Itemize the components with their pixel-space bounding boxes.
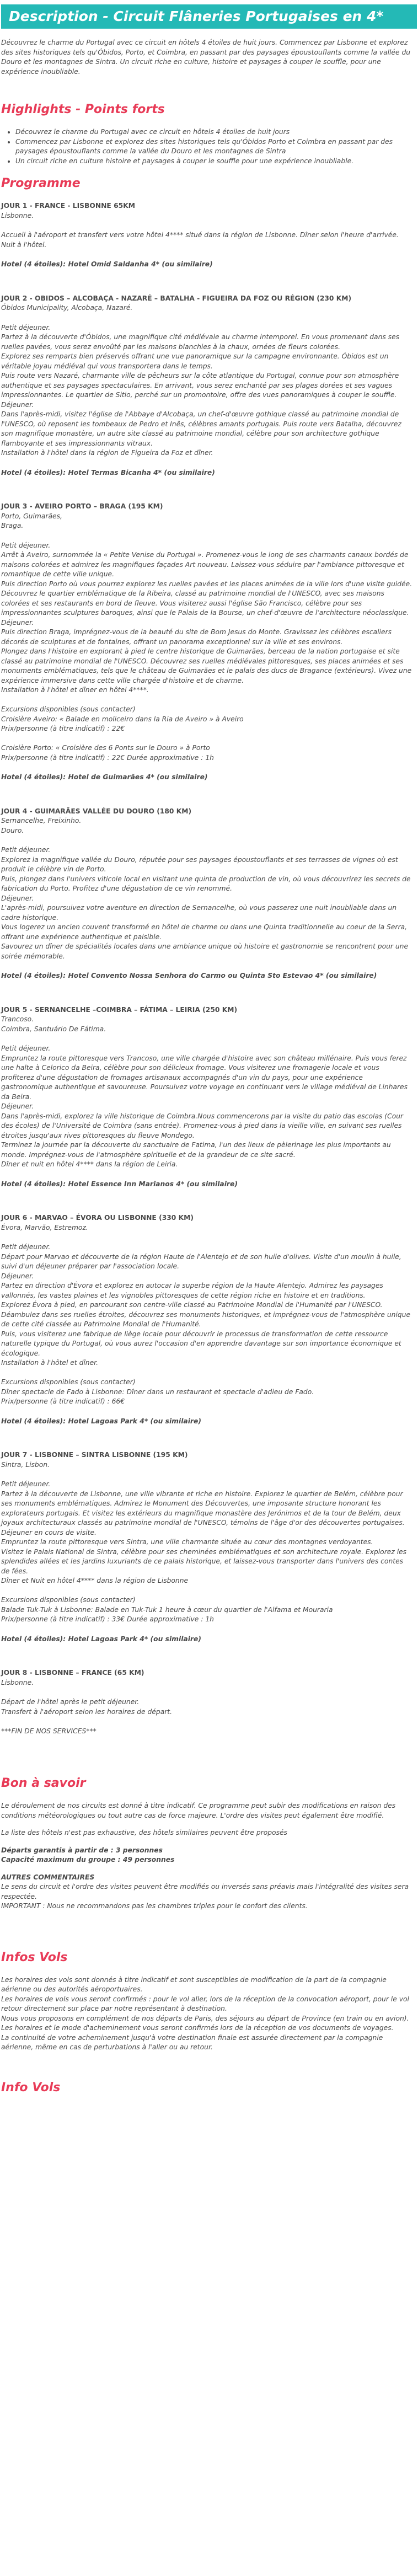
page-banner: Description - Circuit Flâneries Portugaises en 4* bbox=[1, 4, 417, 29]
day-title: JOUR 7 - LISBONNE – SINTRA LISBONNE (195 KM) bbox=[1, 1451, 188, 1459]
day-hotel: Hotel (4 étoiles): Hotel Omid Saldanha 4* (ou similaire) bbox=[1, 260, 213, 268]
day-description: Petit déjeuner. Départ pour Marvao et découverte de la région Haute de l'Alentejo et de son huile d'olives. Visite d'un moulin à huile, suivi d'un déjeuner préparer par l'association locale. Déjeuner. Partez en direction d'Évora et explorez en autocar la superbe région de la Haute Alentejo. Admirez les paysages vallonnés, les vastes plaines et les vignobles pittoresques de cette région riche en histoire et en traditions. Explorez Évora à pied, en parcourant son centre-ville classé au Patrimoine Mondial de l'Humanité par l'UNESCO. Déambulez dans ses ruelles étroites, découvrez ses monuments historiques, et imprégnez-vous de l'atmosphère unique de cette cité classée au Patrimoine Mondial de l'Humanité. Puis, vous visiterez une fabrique de liège locale pour découvrir le processus de transformation de cette ressource naturelle typique du Portugal, où vous aurez l'occasion d'en apprendre davantage sur son importance économique et écologique. Installation à l'hôtel et dîner. Excursions disponibles (sous contacter) Dîner spectacle de Fado à Lisbonne: Dîner dans un restaurant et spectacle d'adieu de Fado. Prix/personne (à titre indicatif) : 66€ bbox=[1, 1243, 411, 1405]
capacite-maximum: Capacité maximum du groupe : 49 personnes bbox=[1, 1856, 175, 1863]
day-title: JOUR 5 - SERNANCELHE –COIMBRA – FÁTIMA – LEIRIA (250 KM) bbox=[1, 1005, 238, 1014]
day-cities: Lisbonne. bbox=[1, 211, 34, 219]
day-hotel: Hotel (4 étoiles): Hotel Lagoas Park 4* (ou similaire) bbox=[1, 1417, 201, 1425]
bon-a-savoir-p1: Le déroulement de nos circuits est donné à titre indicatif. Ce programme peut subir des modifications en raison des conditions météorologiques ou tout autre cas de force majeure. L'ordre des visites peut également être modifié. bbox=[1, 1802, 396, 1819]
day-title: JOUR 6 - MARVAO – ÉVORA OU LISBONNE (330 KM) bbox=[1, 1214, 194, 1222]
day-description: Petit déjeuner. Empruntez la route pittoresque vers Trancoso, une ville chargée d'histoire avec son château millénaire. Puis vous ferez une halte à Celorico da Beira, célèbre pour son délicieux fromage. Vous visiterez une fromagerie locale et vous profiterez d'une dégustation de fromages artisanaux accompagnés d'un vin du pays, pour une expérience gastronomique authentique et savoureuse. Poursuivez votre voyage en continuant vers le village médiéval de Linhares da Beira. Déjeuner. Dans l'après-midi, explorez la ville historique de Coimbra.Nous commencerons par la visite du patio das escolas (Cour des écoles) de l'Université de Coimbra (sans entrée). Promenez-vous à pied dans la vieille ville, en suivant ses ruelles étroites jusqu'aux rives pittoresques du fleuve Mondego. Terminez la journée par la découverte du sanctuaire de Fatima, l'un des lieux de pèlerinage les plus importants au monde. Imprégnez-vous de l'atmosphère spirituelle et de la grandeur de ce site sacré. Dîner et nuit en hôtel 4**** dans la région de Leiria. bbox=[1, 1045, 408, 1168]
day-description: Petit déjeuner. Partez à la découverte d'Óbidos, une magnifique cité médiévale au charme intemporel. En vous promenant dans ses ruelles pavées, vous serez envoûté par les maisons blanchies à la chaux, ornées de fleurs colorées. Explorez ses remparts bien préservés offrant une vue panoramique sur la campagne environnante. Óbidos est un véritable joyau médiéval qui vous transportera dans le temps. Puis route vers Nazaré, charmante ville de pêcheurs sur la côte atlantique du Portugal, connue pour son atmosphère authentique et ses paysages spectaculaires. En arrivant, vous serez enchanté par ses plages dorées et ses vagues impressionnantes. Le quartier de Sitio, perché sur un promontoire, offre des vues panoramiques à couper le souffle. Déjeuner. Dans l'après-midi, visitez l'église de l'Abbaye d'Alcobaça, un chef-d'œuvre gothique classé au patrimoine mondial de l'UNESCO, où reposent les tombeaux de Pedro et Inês, célèbres amants portugais. Puis route vers Batalha, découvrez son magnifique monastère, un autre site classé au patrimoine mondial, célèbre pour son architecture gothique flamboyante et ses impressionnants vitraux. Installation à l'hôtel dans la région de Figueira da Foz et dîner. bbox=[1, 323, 401, 457]
infos-vols-line: Les horaires des vols sont donnés à titre indicatif et sont susceptibles de modification de la part de la compagnie aérienne ou des autorités aéroportuaires. bbox=[1, 1975, 387, 1993]
day-cities: Porto, Guimarães, Braga. bbox=[1, 512, 62, 529]
day-description: Petit déjeuner. Explorez la magnifique vallée du Douro, réputée pour ses paysages époustouflants et ses terrasses de vignes où est produit le célèbre vin de Porto. Puis, plongez dans l'univers viticole local en visitant une quinta de production de vin, où vous découvrirez les secrets de fabrication du Porto. Profitez d'une dégustation de ce vin renommé. Déjeuner. L'après-midi, poursuivez votre aventure en direction de Sernancelhe, où vous passerez une nuit inoubliable dans un cadre historique. Vous logerez un ancien couvent transformé en hôtel de charme ou dans une Quinta traditionnelle au coeur de la Serra, offrant une expérience authentique et paisible. Savourez un dîner de spécialités locales dans une ambiance unique où histoire et gastronomie se rencontrent pour une soirée mémorable. bbox=[1, 846, 411, 960]
day-hotel: Hotel (4 étoiles): Hotel de Guimarães 4* (ou similaire) bbox=[1, 773, 208, 781]
day-block bbox=[1, 502, 412, 807]
day-hotel: Hotel (4 étoiles): Hotel Convento Nossa Senhora do Carmo ou Quinta Sto Estevao 4* (ou similaire) bbox=[1, 972, 377, 979]
day-block bbox=[1, 201, 412, 294]
day-description: Petit déjeuner. Arrêt à Aveiro, surnommée la « Petite Venise du Portugal ». Promenez-vous le long de ses charmants canaux bordés de maisons colorées et admirez les magnifiques façades Art nouveau. Laissez-vous séduire par l'ambiance pittoresque et romantique de cette ville unique. Puis direction Porto où vous pourrez explorez les ruelles pavées et les places animées de la ville lors d'une visite guidée. Découvrez le quartier emblématique de la Ribeira, classé au patrimoine mondial de l'UNESCO, avec ses maisons colorées et ses restaurants en bord de fleuve. Vous visiterez aussi l'église São Francisco, célèbre pour ses impressionnantes sculptures baroques, ainsi que le Palais de la Bourse, un chef-d'œuvre de l'architecture néoclassique. Déjeuner. Puis direction Braga, imprégnez-vous de la beauté du site de Bom Jesus do Monte. Gravissez les célèbres escaliers décorés de sculptures et de fontaines, offrant un panorama exceptionnel sur la ville et ses environs. Plongez dans l'histoire en explorant à pied le centre historique de Guimarães, berceau de la nation portugaise et site classé au patrimoine mondial de l'UNESCO. Découvrez ses ruelles médiévales pittoresques, ses places animées et ses monuments emblématiques, tels que le château de Guimarães et le palais des ducs de Bragance (extérieurs). Vivez une expérience immersive dans cette ville chargée d'histoire et de charme. Installation à l'hôtel et dîner en hôtel 4****. Excursions disponibles (sous contacter) Croisière Aveiro: « Balade en moliceiro dans la Ria de Aveiro » à Aveiro Prix/personne (à titre indicatif) : 22€ Croisière Porto: « Croisière des 6 Ponts sur le Douro » à Porto Prix/personne (à titre indicatif) : 22€ Durée approximative : 1h bbox=[1, 541, 412, 762]
day-block bbox=[1, 1213, 412, 1450]
day-block bbox=[1, 1450, 412, 1668]
day-description: Départ de l'hôtel après le petit déjeuner. Transfert à l'aéroport selon les horaires de départ. ***FIN DE NOS SERVICES*** bbox=[1, 1698, 173, 1735]
bon-a-savoir-section bbox=[1, 1801, 412, 1911]
day-cities: Lisbonne. bbox=[1, 1678, 34, 1686]
day-block bbox=[1, 1005, 412, 1214]
infos-vols-line: La continuité de votre acheminement jusqu'à votre destination finale est assurée directement par la compagnie aérienne, même en cas de perturbations à l'aller ou au retour. bbox=[1, 2033, 383, 2051]
day-title: JOUR 1 - FRANCE - LISBONNE 65KM bbox=[1, 202, 135, 210]
day-description: Accueil à l'aéroport et transfert vers votre hôtel 4**** situé dans la région de Lisbonne. Dîner selon l'heure d'arrivée. Nuit à l'hôtel. bbox=[1, 231, 399, 249]
infos-vols-title: Infos Vols bbox=[1, 1950, 68, 1964]
day-block bbox=[1, 807, 412, 1005]
important-note: IMPORTANT : Nous ne recommandons pas les chambres triples pour le confort des clients. bbox=[1, 1902, 308, 1910]
programme-title: Programme bbox=[1, 176, 81, 190]
bon-a-savoir-p2: La liste des hôtels n'est pas exhaustive, des hôtels similaires peuvent être proposés bbox=[1, 1829, 287, 1836]
day-hotel: Hotel (4 étoiles): Hotel Termas Bicanha 4* (ou similaire) bbox=[1, 468, 215, 476]
infos-vols-line: Les horaires de vols vous seront confirmés : pour le vol aller, lors de la réception de la convocation aéroport, pour le vol retour directement sur place par notre représentant à destination. bbox=[1, 1995, 409, 2012]
day-title: JOUR 2 - OBIDOS – ALCOBAÇA - NAZARÉ – BATALHA - FIGUEIRA DA FOZ OU RÉGION (230 KM) bbox=[1, 294, 352, 302]
departs-garantis: Départs garantis à partir de : 3 personnes bbox=[1, 1846, 163, 1854]
programme-days bbox=[1, 201, 412, 1760]
highlights-title: Highlights - Points forts bbox=[1, 103, 165, 116]
infos-vols-section bbox=[1, 1975, 412, 2053]
day-cities: Sernancelhe, Freixinho. Douro. bbox=[1, 817, 82, 834]
info-vols-title: Info Vols bbox=[1, 2080, 61, 2095]
content bbox=[0, 38, 418, 2096]
day-block bbox=[1, 1668, 412, 1760]
day-description: Petit déjeuner. Partez à la découverte de Lisbonne, une ville vibrante et riche en histoire. Explorez le quartier de Belém, célèbre pour ses monuments emblématiques. Admirez le Monument des Découvertes, une imposante structure honorant les explorateurs portugais. Et visitez les extérieurs du magnifique monastère des Jerónimos et de la tour de Belém, deux joyaux architecturaux classés au patrimoine mondial de l'UNESCO, témoins de l'âge d'or des découvertes portugaises. Déjeuner en cours de visite. Empruntez la route pittoresque vers Sintra, une ville charmante située au cœur des montagnes verdoyantes. Visitez le Palais National de Sintra, célèbre pour ses cheminées emblématiques et son architecture royale. Explorez les splendides allées et les jardins luxuriants de ce palais historique, et laissez-vous transporter dans l'univers des contes de fées. Dîner et Nuit en hôtel 4**** dans la région de Lisbonne Excursions disponibles (sous contacter) Balade Tuk-Tuk à Lisbonne: Balade en Tuk-Tuk 1 heure à cœur du quartier de l'Alfama et Mouraria Prix/personne (à titre indicatif) : 33€ Durée approximative : 1h bbox=[1, 1480, 407, 1623]
day-block bbox=[1, 294, 412, 502]
day-cities: Évora, Marvão, Estremoz. bbox=[1, 1223, 88, 1231]
highlight-item: • Un circuit riche en culture histoire et paysages à couper le souffle pour une expérience inoubliable. bbox=[15, 157, 412, 167]
infos-vols-line: Nous vous proposons en complément de nos départs de Paris, des séjours au départ de Province (en train ou en avion). bbox=[1, 2014, 409, 2022]
day-hotel: Hotel (4 étoiles): Hotel Essence Inn Marianos 4* (ou similaire) bbox=[1, 1180, 238, 1188]
day-title: JOUR 3 - AVEIRO PORTO – BRAGA (195 KM) bbox=[1, 502, 163, 510]
day-hotel: Hotel (4 étoiles): Hotel Lagoas Park 4* (ou similaire) bbox=[1, 1635, 201, 1643]
day-cities: Sintra, Lisbon. bbox=[1, 1460, 50, 1469]
autres-commentaires-title: AUTRES COMMENTAIRES bbox=[1, 1873, 95, 1881]
day-title: JOUR 8 - LISBONNE – FRANCE (65 KM) bbox=[1, 1669, 144, 1677]
infos-vols-line: Les horaires et le mode d'acheminement vous seront confirmés lors de la réception de vos documents de voyages. bbox=[1, 2024, 394, 2032]
intro-text: Découvrez le charme du Portugal avec ce circuit en hôtels 4 étoiles de huit jours. Commencez par Lisbonne et explorez des sites historiques tels qu'Óbidos, Porto, et Coimbra, en passant par des paysages époustouflants comme la vallée du Douro et les montagnes de Sintra. Un circuit riche en culture, histoire et paysages à couper le souffle, pour une expérience inoubliable. bbox=[1, 39, 411, 76]
bon-a-savoir-title: Bon à savoir bbox=[1, 1776, 86, 1790]
autres-commentaires-text: Le sens du circuit et l'ordre des visites peuvent être modifiés ou inversés sans préavis mais l'intégralité des visites sera respectée. bbox=[1, 1883, 409, 1900]
highlight-item: • Découvrez le charme du Portugal avec ce circuit en hôtels 4 étoiles de huit jours bbox=[15, 127, 412, 137]
day-title: JOUR 4 - GUIMARÃES VALLÉE DU DOURO (180 KM) bbox=[1, 807, 192, 815]
highlight-item: • Commencez par Lisbonne et explorez des sites historiques tels qu'Óbidos Porto et Coimbra en passant par des paysages époustouflants comme la vallée du Douro et les montagnes de Sintra bbox=[15, 137, 412, 157]
day-cities: Óbidos Municipality, Alcobaça, Nazaré. bbox=[1, 304, 133, 312]
highlights-list bbox=[1, 127, 412, 166]
day-cities: Trancoso. Coimbra, Santuário De Fátima. bbox=[1, 1015, 106, 1033]
